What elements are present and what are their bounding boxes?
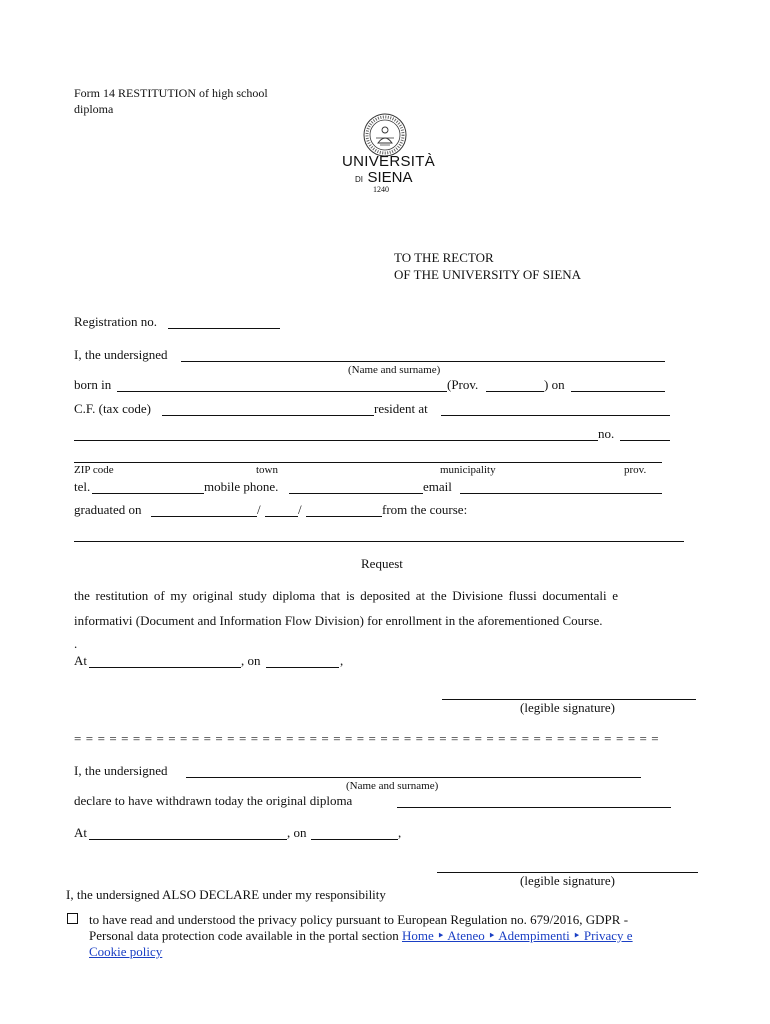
date-slash-2: / (298, 502, 302, 517)
house-number-field[interactable] (620, 440, 670, 441)
withdrawal-declare-text: declare to have withdrawn today the original diploma (74, 793, 353, 808)
form-title (74, 86, 268, 117)
resident-address-field[interactable] (441, 415, 670, 416)
province-caption: prov. (624, 464, 647, 476)
request-date-field[interactable] (266, 667, 339, 668)
university-logo (340, 112, 436, 196)
prov-label: (Prov. (447, 377, 479, 392)
email-label: email (423, 479, 452, 494)
birthplace-field[interactable] (117, 391, 447, 392)
graduated-label: graduated on (74, 502, 142, 517)
municipality-caption: municipality (440, 464, 496, 476)
form-title-line2: diploma (74, 102, 114, 116)
logo-year: 1240 (373, 185, 389, 194)
section-separator: = = = = = = = = = = = = = = = = = = = = = = = = = = = = = = = = = = = = = = = = = = = = = = = = = = (74, 731, 660, 746)
logo-name-line2: SIENA (367, 169, 413, 186)
undersigned-label: I, the undersigned (74, 347, 168, 362)
withdrawal-undersigned-label: I, the undersigned (74, 763, 168, 778)
withdrawal-name-field[interactable] (186, 777, 641, 778)
graduation-month-field[interactable] (265, 516, 298, 517)
privacy-policy-link[interactable]: Home ‣ Ateneo ‣ Adempimenti ‣ Privacy e (401, 928, 633, 943)
street-field[interactable] (74, 440, 598, 441)
graduation-year-field[interactable] (306, 516, 382, 517)
university-seal-icon (362, 112, 408, 158)
addressee-line2: OF THE UNIVERSITY OF SIENA (394, 267, 582, 282)
name-surname-field[interactable] (181, 361, 665, 362)
tel-label: tel. (74, 479, 91, 494)
request-body-line2: informativi (Document and Information Flow Division) for enrollment in the aforementioned Course. (74, 613, 603, 628)
birth-date-on-label: ) on (544, 377, 565, 392)
born-label: born in (74, 377, 112, 392)
town-caption: town (256, 464, 278, 476)
withdrawal-place-field[interactable] (89, 839, 287, 840)
withdrawal-signature-caption: (legible signature) (520, 873, 615, 888)
privacy-checkbox[interactable] (67, 913, 78, 924)
logo-name-line1: UNIVERSITÀ (342, 153, 436, 170)
request-heading: Request (361, 556, 403, 571)
birth-date-field[interactable] (571, 391, 665, 392)
privacy-line2 (89, 928, 633, 944)
declaration-intro: I, the undersigned ALSO DECLARE under my responsibility (66, 887, 386, 902)
resident-label: resident at (374, 401, 428, 416)
withdrawal-at-label: At (74, 825, 87, 840)
withdrawal-date-field[interactable] (311, 839, 398, 840)
request-dot: . (74, 636, 78, 651)
email-field[interactable] (460, 493, 662, 494)
mobile-label: mobile phone. (204, 479, 279, 494)
request-body-line1: the restitution of my original study diploma that is deposited at the Divisione flussi documentali e (74, 588, 619, 603)
zip-town-municipality-field[interactable] (74, 462, 662, 463)
tax-code-field[interactable] (162, 415, 374, 416)
zip-caption: ZIP code (74, 464, 114, 476)
graduation-day-field[interactable] (151, 516, 257, 517)
request-at-label: At (74, 653, 87, 668)
withdrawal-name-caption: (Name and surname) (346, 780, 439, 792)
birth-province-field[interactable] (486, 391, 544, 392)
registration-number-field[interactable] (168, 328, 280, 329)
privacy-line1: to have read and understood the privacy policy pursuant to European Regulation no. 679/2016, GDPR - (89, 912, 629, 927)
addressee-line1: TO THE RECTOR (394, 250, 494, 265)
request-on-label: , on (241, 653, 261, 668)
withdrawal-comma: , (398, 825, 402, 840)
request-signature-caption: (legible signature) (520, 700, 615, 715)
course-field[interactable] (74, 541, 684, 542)
name-surname-caption: (Name and surname) (348, 364, 441, 376)
form-title-line1: Form 14 RESTITUTION of high school (74, 86, 268, 100)
tel-field[interactable] (92, 493, 204, 494)
logo-name-prefix: DI (355, 175, 363, 184)
registration-label: Registration no. (74, 314, 158, 329)
request-comma: , (340, 653, 344, 668)
mobile-field[interactable] (289, 493, 423, 494)
request-place-field[interactable] (89, 667, 241, 668)
withdrawal-on-label: , on (287, 825, 307, 840)
cookie-policy-link[interactable]: Cookie policy (89, 944, 163, 959)
privacy-line2-text: Personal data protection code available in the portal section (89, 928, 399, 943)
date-slash-1: / (257, 502, 261, 517)
withdrawal-diploma-field[interactable] (397, 807, 671, 808)
course-label: from the course: (382, 502, 468, 517)
tax-code-label: C.F. (tax code) (74, 401, 151, 416)
house-number-label: no. (598, 426, 615, 441)
